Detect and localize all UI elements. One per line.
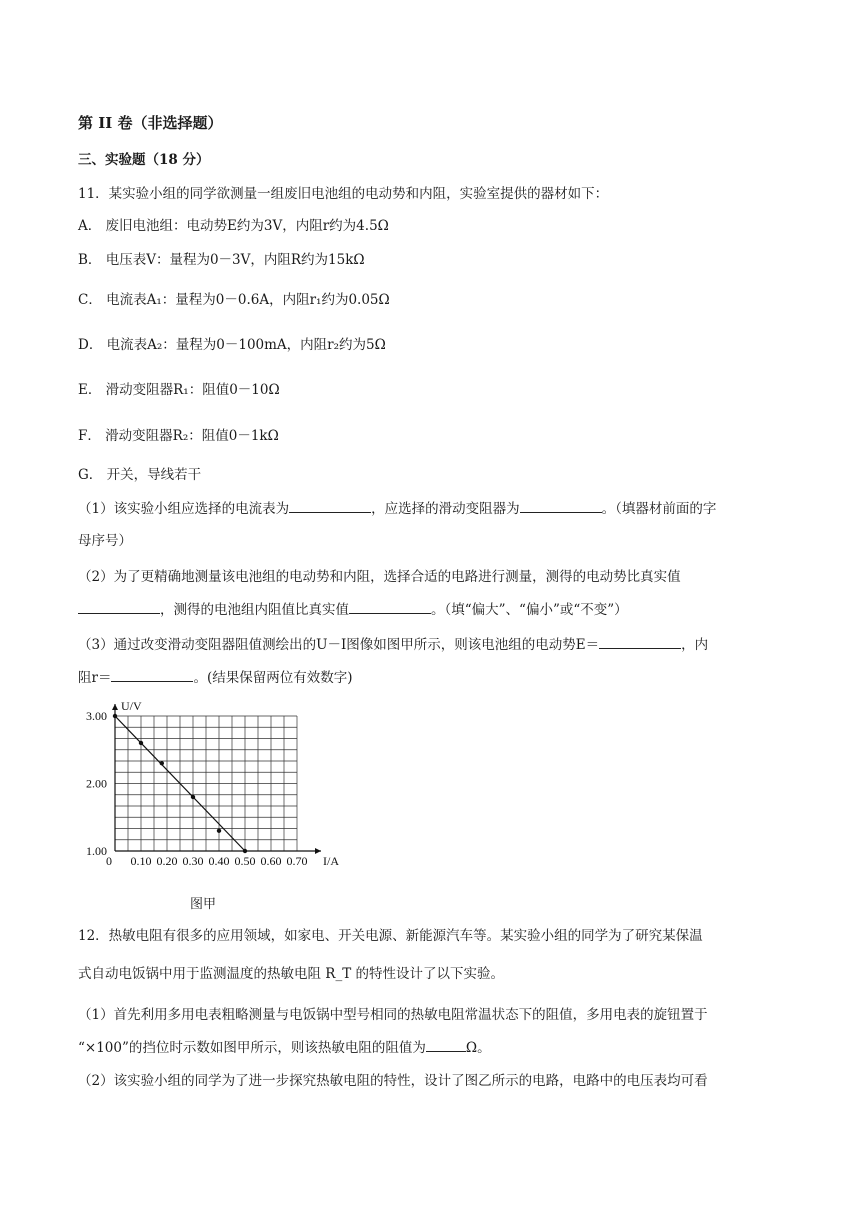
q12-line2: 式自动电饭锅中用于监测温度的热敏电阻 R_T 的特性设计了以下实验。 [78, 966, 505, 982]
data-point [160, 761, 164, 765]
x-tick-label: 0.70 [286, 854, 308, 868]
q11-option-g: G． 开关，导线若干 [78, 467, 202, 483]
x-tick-label: 0 [106, 854, 112, 868]
q11-sub1-text-b: ，应选择的滑动变阻器为 [371, 501, 520, 517]
q12-sub1-text-c: Ω。 [465, 1040, 491, 1056]
y-axis-label: U/V [121, 699, 142, 713]
q11-option-b: B． 电压表V：量程为0－3V，内阻R约为15kΩ [78, 252, 365, 268]
q11-sub3-text-a: （3）通过改变滑动变阻器阻值测绘出的U－I图像如图甲所示，则该电池组的电动势E＝ [78, 637, 600, 653]
x-tick-label: 0.50 [234, 854, 256, 868]
y-tick-label: 1.00 [86, 844, 107, 858]
x-tick-label: 0.60 [260, 854, 282, 868]
x-tick-label: 0.20 [156, 854, 178, 868]
q11-option-a: A． 废旧电池组：电动势E约为3V，内阻r约为4.5Ω [78, 218, 389, 234]
answer-blank[interactable] [349, 601, 431, 614]
q11-sub2-line1: （2）为了更精确地测量该电池组的电动势和内阻，选择合适的电路进行测量，测得的电动势比真实值 [78, 569, 681, 585]
x-tick-label: 0.40 [208, 854, 230, 868]
q12-sub1-line1: （1）首先利用多用电表粗略测量与电饭锅中型号相同的热敏电阻常温状态下的阻值，多用电表的旋钮置于 [78, 1007, 708, 1023]
answer-blank[interactable] [111, 669, 193, 682]
part-title: 三、实验题（18 分） [78, 152, 210, 168]
q11-sub1-text-c: 。（填器材前面的字 [601, 501, 717, 517]
answer-blank[interactable] [289, 500, 371, 513]
q12-sub1-line2 [78, 1036, 491, 1056]
q11-sub1-line1 [78, 497, 716, 517]
x-axis-arrow [315, 848, 321, 854]
section-title: 第 II 卷（非选择题） [78, 114, 223, 132]
q12-line1: 12．热敏电阻有很多的应用领域，如家电、开关电源、新能源汽车等。某实验小组的同学为了研究某保温 [78, 928, 703, 944]
q11-sub3-line2 [78, 666, 353, 686]
answer-blank[interactable] [599, 636, 681, 649]
q11-sub3-text-c: 阻r＝ [78, 670, 112, 686]
q11-option-d: D． 电流表A₂：量程为0－100mA，内阻r₂约为5Ω [78, 337, 386, 353]
q11-sub3-text-d: 。(结果保留两位有效数字) [193, 670, 353, 686]
data-point [243, 849, 247, 853]
x-tick-label: 0.30 [182, 854, 204, 868]
q11-sub1-text-a: （1）该实验小组应选择的电流表为 [78, 501, 290, 517]
data-point [191, 795, 195, 799]
q11-option-e: E． 滑动变阻器R₁：阻值0－10Ω [78, 382, 280, 398]
q12-sub2-line1: （2）该实验小组的同学为了进一步探究热敏电阻的特性，设计了图乙所示的电路，电路中的电压表均可看 [78, 1073, 708, 1089]
q11-sub2-line2 [78, 598, 628, 618]
answer-blank[interactable] [426, 1039, 466, 1052]
q11-sub3-text-b: ，内 [681, 637, 709, 653]
q11-option-c: C． 电流表A₁：量程为0－0.6A，内阻r₁约为0.05Ω [78, 292, 390, 308]
y-tick-label: 2.00 [86, 776, 107, 791]
q11-intro: 11．某实验小组的同学欲测量一组废旧电池组的电动势和内阻，实验室提供的器材如下： [78, 186, 609, 202]
data-point [139, 741, 143, 745]
q12-sub1-text-b: “×100”的挡位时示数如图甲所示，则该热敏电阻的阻值为 [78, 1040, 426, 1056]
q11-sub3-line1 [78, 633, 708, 653]
x-tick-label: 0.10 [130, 854, 152, 868]
y-axis-arrow [112, 704, 118, 710]
answer-blank[interactable] [78, 601, 160, 614]
q11-sub1-line2: 母序号） [78, 533, 132, 549]
data-point [113, 714, 117, 718]
ui-graph [78, 696, 348, 876]
q11-sub2-text-c: 。（填“偏大”、“偏小”或“不变”） [431, 602, 628, 618]
q11-option-f: F． 滑动变阻器R₂：阻值0－1kΩ [78, 428, 279, 444]
q11-sub2-text-b: ，测得的电池组内阻值比真实值 [160, 602, 349, 618]
figure-caption: 图甲 [190, 897, 217, 912]
y-tick-label: 3.00 [86, 709, 107, 723]
answer-blank[interactable] [520, 500, 602, 513]
data-point [217, 829, 221, 833]
x-axis-label: I/A [323, 854, 339, 868]
